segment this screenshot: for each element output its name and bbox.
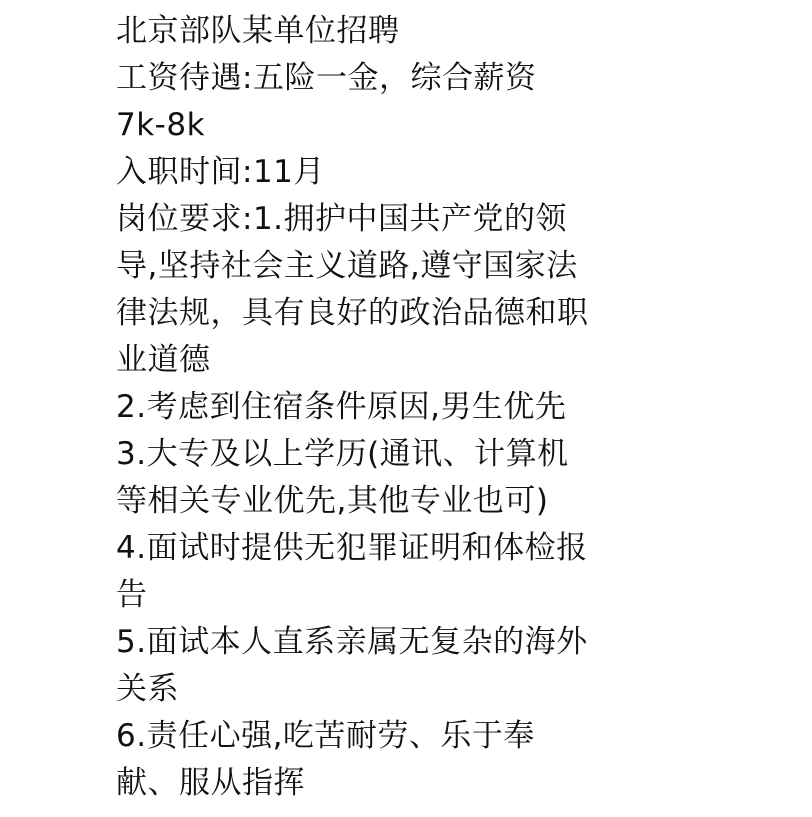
requirement-item: 关系	[116, 671, 179, 707]
requirement-item: 告	[116, 577, 148, 613]
requirements-line: 导,坚持社会主义道路,遵守国家法	[116, 248, 578, 284]
salary-line: 工资待遇:五险一金，综合薪资	[116, 60, 537, 96]
requirement-item: 献、服从指挥	[116, 765, 305, 801]
job-posting-text	[116, 8, 676, 807]
requirement-item: 5.面试本人直系亲属无复杂的海外	[116, 624, 588, 660]
start-date-line: 入职时间:11月	[116, 154, 325, 190]
requirements-line: 岗位要求:1.拥护中国共产党的领	[116, 201, 568, 237]
posting-title: 北京部队某单位招聘	[116, 13, 400, 49]
requirements-line: 律法规，具有良好的政治品德和职	[116, 295, 589, 331]
requirement-item: 3.大专及以上学历(通讯、计算机	[116, 436, 569, 472]
salary-range-line: 7k-8k	[116, 107, 206, 143]
requirement-item: 4.面试时提供无犯罪证明和体检报	[116, 530, 588, 566]
requirements-line: 业道德	[116, 342, 211, 378]
requirement-item: 等相关专业优先,其他专业也可)	[116, 483, 549, 519]
requirement-item: 2.考虑到住宿条件原因,男生优先	[116, 389, 567, 425]
requirement-item: 6.责任心强,吃苦耐劳、乐于奉	[116, 718, 535, 754]
